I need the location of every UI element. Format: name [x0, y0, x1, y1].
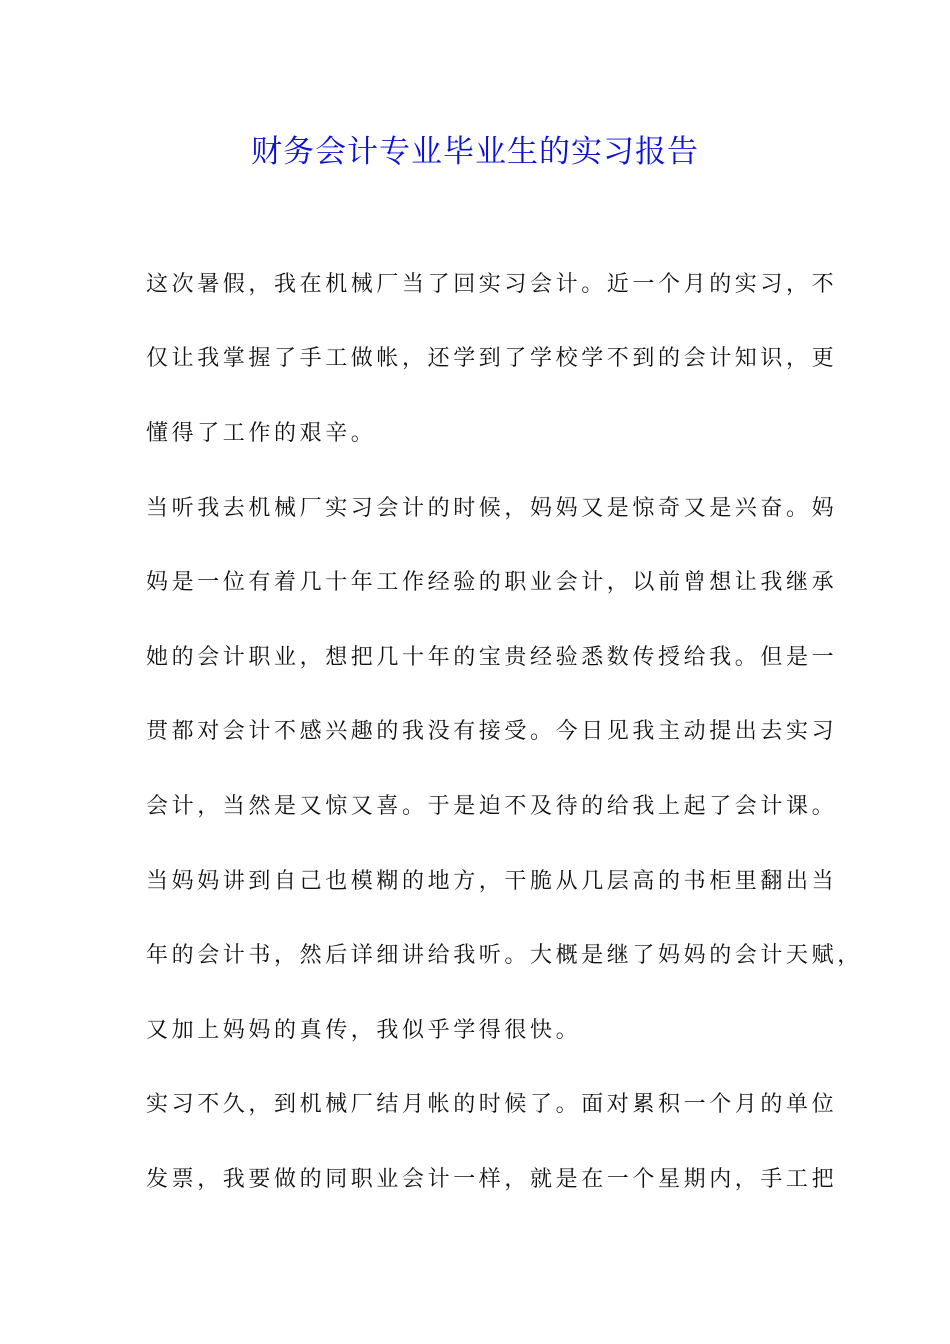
body-line: 她的会计职业，想把几十年的宝贵经验悉数传授给我。但是一	[146, 645, 838, 670]
document-title: 财务会计专业毕业生的实习报告	[251, 134, 699, 170]
body-line: 懂得了工作的艰辛。	[146, 421, 377, 446]
body-line: 会计，当然是又惊又喜。于是迫不及待的给我上起了会计课。	[146, 794, 838, 819]
body-line: 这次暑假，我在机械厂当了回实习会计。近一个月的实习，不	[146, 272, 838, 297]
body-line: 发票，我要做的同职业会计一样，就是在一个星期内，手工把	[146, 1167, 838, 1192]
body-line: 贯都对会计不感兴趣的我没有接受。今日见我主动提出去实习	[146, 719, 838, 744]
body-line: 年的会计书，然后详细讲给我听。大概是继了妈妈的会计天赋，	[146, 943, 863, 968]
body-line: 当妈妈讲到自己也模糊的地方，干脆从几层高的书柜里翻出当	[146, 869, 838, 894]
body-line: 实习不久，到机械厂结月帐的时候了。面对累积一个月的单位	[146, 1092, 838, 1117]
body-line: 又加上妈妈的真传，我似乎学得很快。	[146, 1018, 582, 1043]
body-line: 当听我去机械厂实习会计的时候，妈妈又是惊奇又是兴奋。妈	[146, 496, 838, 521]
body-line: 妈是一位有着几十年工作经验的职业会计，以前曾想让我继承	[146, 570, 838, 595]
body-line: 仅让我掌握了手工做帐，还学到了学校学不到的会计知识，更	[146, 346, 838, 371]
